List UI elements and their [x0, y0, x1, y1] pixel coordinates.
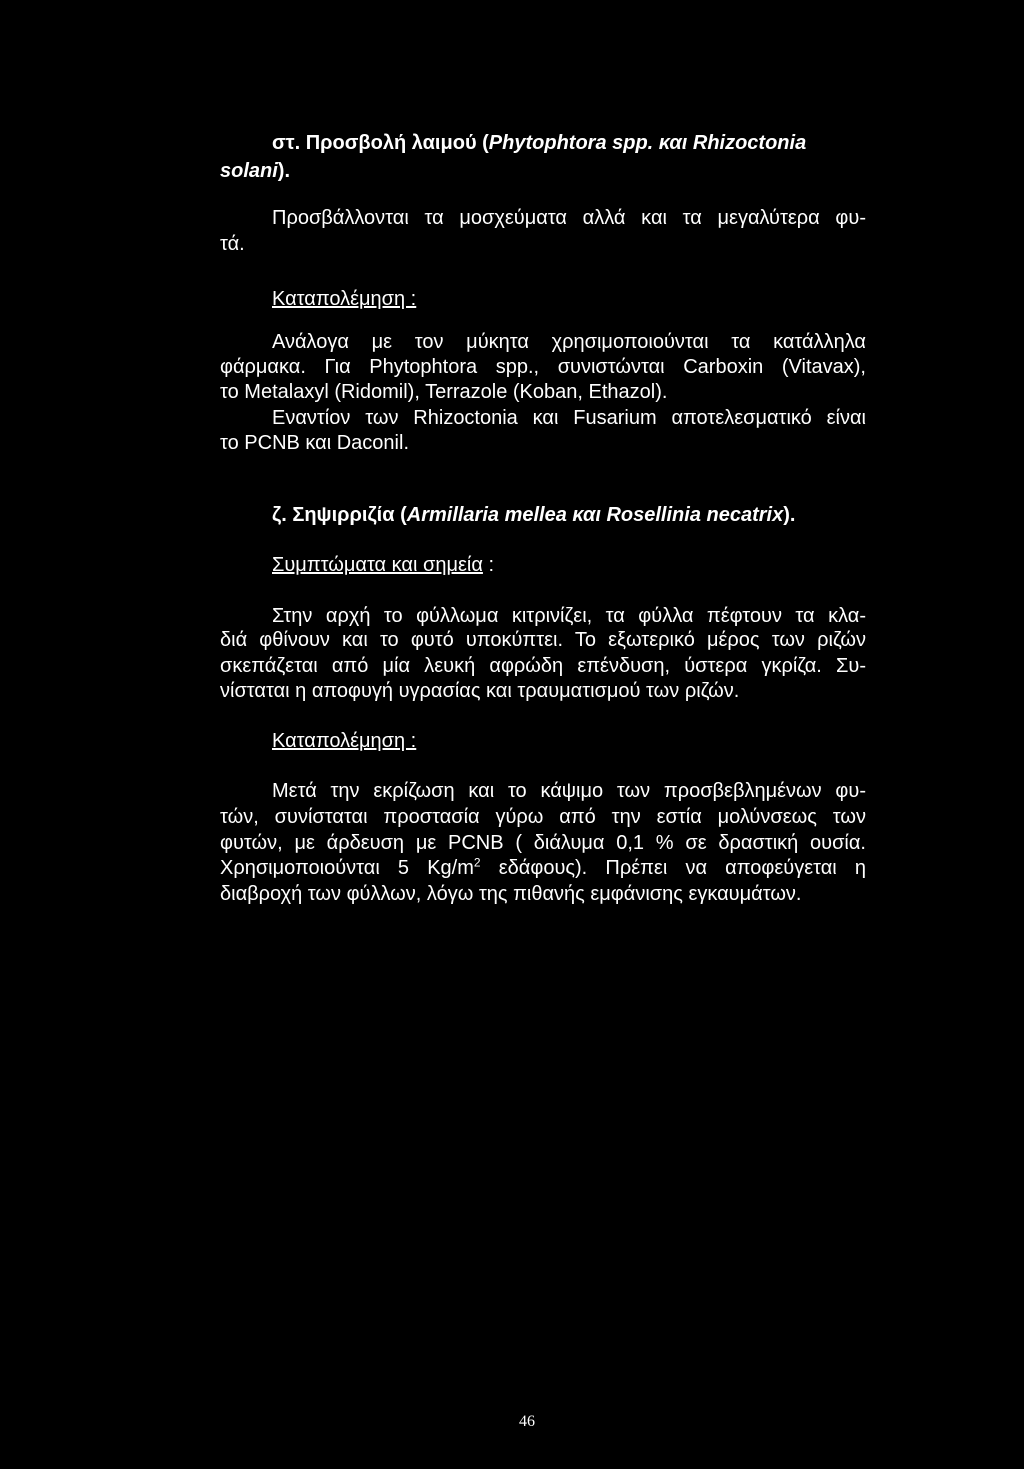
control-2-heading: Καταπολέμηση :	[272, 730, 417, 752]
section-st-heading	[272, 131, 806, 155]
section-z-latin: Armillaria mellea και Rosellinia necatrix	[406, 504, 784, 526]
control-2-line-1: Μετά την εκρίζωση και το κάψιμο των προσβεβλημένων φυ-	[272, 780, 866, 802]
symptoms-line-3: σκεπάζεται από μία λευκή αφρώδη επένδυση, ύστερα γκρίζα. Συ-	[220, 655, 866, 677]
intro-line-1: Προσβάλλονται τα μοσχεύματα αλλά και τα μεγαλύτερα φυ-	[272, 207, 866, 229]
intro-line-2: τά.	[220, 233, 245, 255]
control-2-line-2: τών, συνίσταται προστασία γύρω από την εστία μολύνσεως των	[220, 806, 866, 828]
control-1-line-1: Ανάλογα με τον μύκητα χρησιμοποιούνται τα κατάλληλα	[272, 331, 866, 353]
section-z-heading	[272, 503, 795, 527]
control-1-line-3: το Metalaxyl (Ridomil), Terrazole (Koban, Ethazol).	[220, 381, 668, 403]
symptoms-line-4: νίσταται η αποφυγή υγρασίας και τραυματισμού των ριζών.	[220, 680, 740, 702]
symptoms-line-2: διά φθίνουν και το φυτό υποκύπτει. Το εξωτερικό μέρος των ριζών	[220, 629, 866, 651]
symptoms-heading	[272, 553, 494, 577]
superscript-2: 2	[473, 855, 481, 870]
control-2-line-4	[220, 856, 866, 880]
symptoms-heading-text: Συμπτώματα και σημεία	[272, 554, 483, 576]
section-st-heading-cont	[220, 159, 290, 183]
control-2-line-4-b: εδάφους). Πρέπει να αποφεύγεται η	[480, 857, 867, 879]
control-2-line-4-a: Χρησιμοποιούνται 5 Kg/m	[220, 857, 474, 879]
section-st-suffix: ).	[277, 160, 291, 182]
control-1-line-4: Εναντίον των Rhizoctonia και Fusarium αποτελεσματικό είναι	[272, 407, 866, 429]
page-number: 46	[519, 1413, 535, 1430]
control-1-heading: Καταπολέμηση :	[272, 288, 417, 310]
control-1-line-2: φάρμακα. Για Phytophtora spp., συνιστώνται Carboxin (Vitavax),	[220, 356, 866, 378]
control-2-line-5: διαβροχή των φύλλων, λόγω της πιθανής εμφάνισης εγκαυμάτων.	[220, 883, 802, 905]
section-st-latin-cont: solani	[220, 160, 278, 182]
section-z-prefix: ζ. Σηψιρριζία (	[272, 504, 407, 526]
section-st-prefix: στ. Προσβολή λαιμού (	[272, 132, 489, 154]
section-st-latin: Phytophtora spp. και Rhizoctonia	[488, 132, 807, 154]
section-z-suffix: ).	[783, 504, 796, 526]
symptoms-heading-colon: :	[482, 554, 495, 576]
control-1-line-5: το PCNB και Daconil.	[220, 432, 409, 454]
control-2-line-3: φυτών, με άρδευση με PCNB ( διάλυμα 0,1 % σε δραστική ουσία.	[220, 832, 866, 854]
symptoms-line-1: Στην αρχή το φύλλωμα κιτρινίζει, τα φύλλα πέφτουν τα κλα-	[272, 605, 866, 627]
